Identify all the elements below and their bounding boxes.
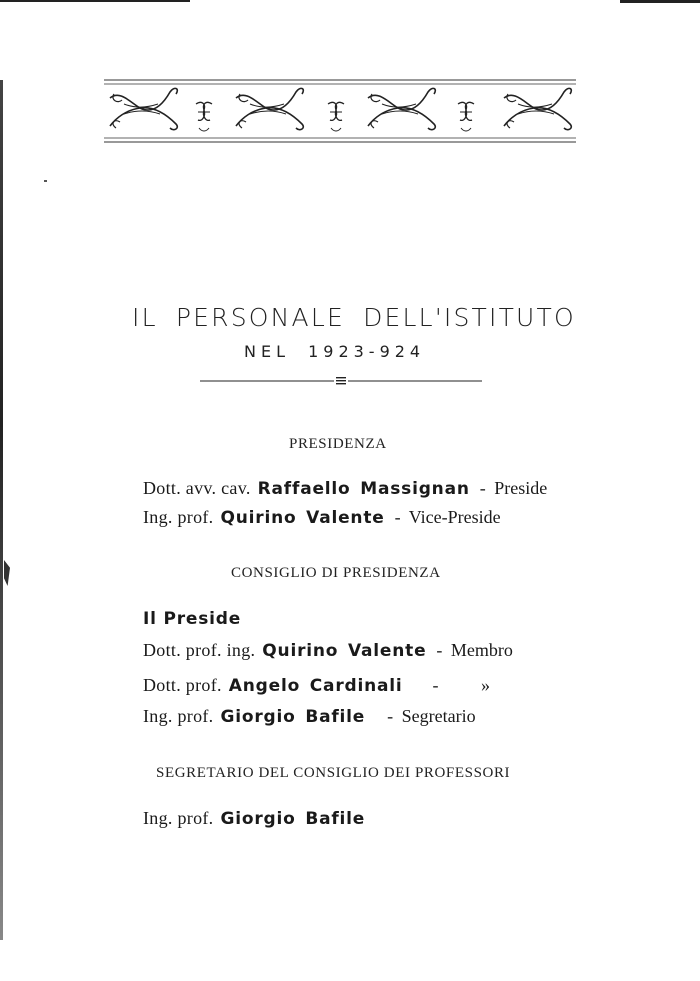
staff-name: Il Preside [143, 609, 242, 629]
staff-role: - » [432, 675, 491, 695]
staff-row [143, 675, 490, 696]
staff-name: Giorgio Bafile [220, 707, 366, 727]
ornament-band [104, 78, 576, 144]
page-subtitle: NEL 1923-924 [244, 342, 426, 361]
staff-prefix: Dott. avv. cav. [143, 478, 251, 498]
staff-role: - Membro [436, 640, 513, 660]
scan-artifact-top-left [0, 0, 190, 2]
section-heading-consiglio: CONSIGLIO DI PRESIDENZA [231, 565, 441, 581]
staff-prefix: Dott. prof. [143, 675, 222, 695]
staff-row [143, 706, 476, 727]
staff-name: Raffaello Massignan [257, 479, 470, 499]
scan-artifact-left-edge [0, 80, 3, 940]
staff-role: - Vice-Preside [394, 507, 501, 527]
scan-artifact-dot [44, 180, 47, 182]
staff-row [143, 808, 365, 829]
staff-prefix: Dott. prof. ing. [143, 640, 256, 660]
staff-prefix: Ing. prof. [143, 507, 214, 527]
staff-name: Angelo Cardinali [228, 676, 403, 696]
staff-name: Quirino Valente [262, 641, 427, 661]
staff-row [143, 609, 241, 629]
section-heading-segretario: SEGRETARIO DEL CONSIGLIO DEI PROFESSORI [156, 765, 511, 781]
title-divider [200, 374, 482, 388]
staff-name: Giorgio Bafile [220, 809, 366, 829]
staff-row [143, 640, 513, 661]
staff-prefix: Ing. prof. [143, 706, 214, 726]
staff-name: Quirino Valente [220, 508, 385, 528]
staff-row [143, 507, 501, 528]
staff-role: - Segretario [387, 706, 476, 726]
scan-artifact-top-right [620, 0, 700, 3]
staff-prefix: Ing. prof. [143, 808, 214, 828]
scan-artifact-mark [4, 560, 10, 586]
section-heading-presidenza: PRESIDENZA [289, 436, 387, 452]
staff-role: - Preside [479, 478, 548, 498]
page-title: IL PERSONALE DELL'ISTITUTO [132, 303, 576, 332]
staff-row [143, 478, 547, 499]
